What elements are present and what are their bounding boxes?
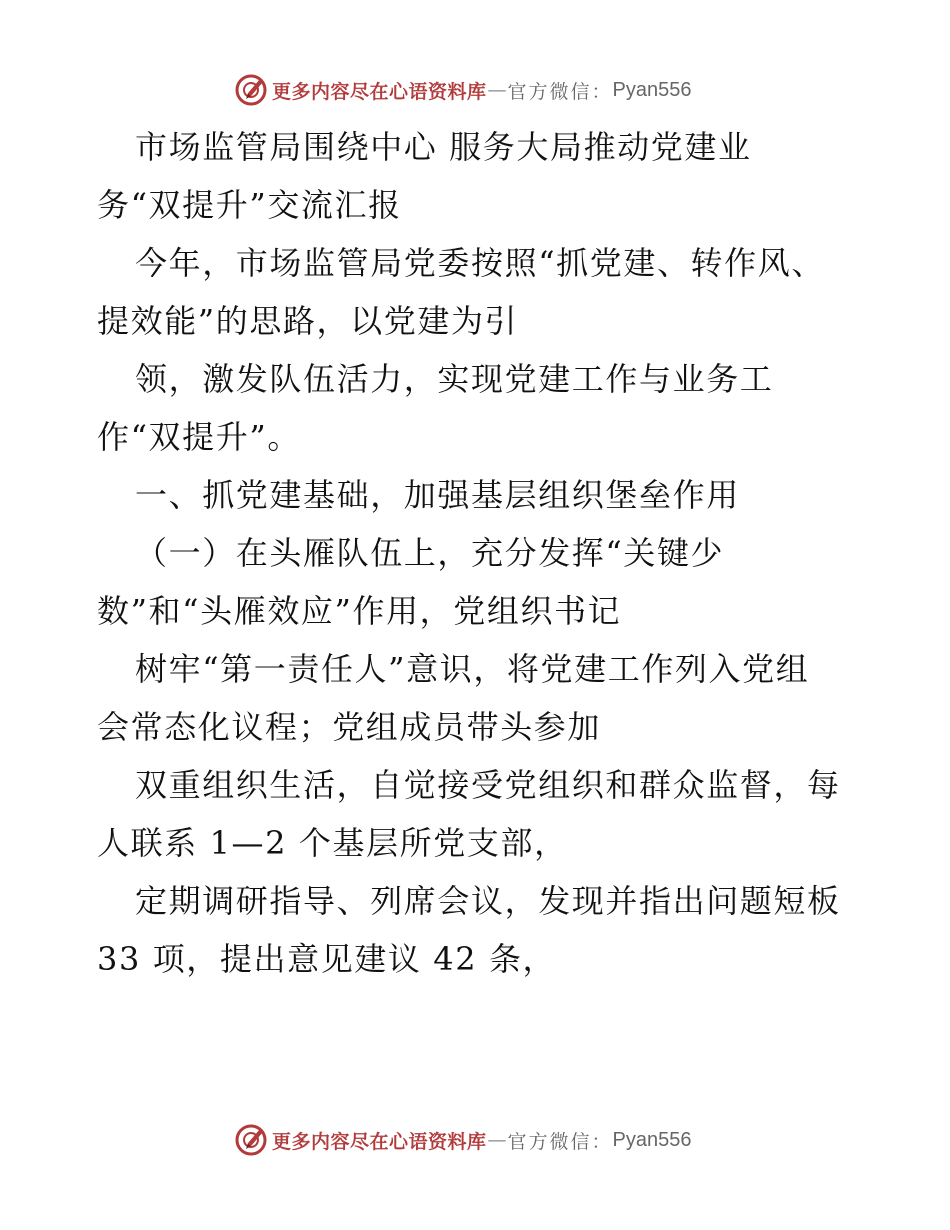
banner-wechat-id: Pyan556	[612, 1128, 692, 1151]
header-banner	[234, 70, 692, 110]
section-heading: 一、抓党建基础，加强基层组织堡垒作用	[135, 476, 740, 514]
paragraph-line: 树牢“第一责任人”意识，将党建工作列入党组	[135, 650, 810, 688]
paragraph-line: 今年，市场监管局党委按照“抓党建、转作风、	[135, 244, 825, 282]
paragraph-line: 定期调研指导、列席会议，发现并指出问题短板	[135, 882, 841, 920]
banner-official-label: 官方微信：	[507, 1130, 613, 1153]
paragraph-line: 领，激发队伍活力，实现党建工作与业务工	[135, 360, 774, 398]
paragraph-line: 作“双提升”。	[97, 418, 301, 456]
pen-nib-circle-icon	[234, 1123, 268, 1157]
document-title-line-1: 市场监管局围绕中心 服务大局推动党建业	[135, 128, 752, 166]
paragraph-line: 会常态化议程；党组成员带头参加	[97, 708, 602, 746]
paragraph-line: 提效能”的思路，以党建为引	[97, 302, 519, 340]
banner-dash: —	[487, 1129, 507, 1151]
paragraph-line: 人联系 1—2 个基层所党支部，	[97, 824, 568, 862]
pen-nib-circle-icon	[234, 73, 268, 107]
banner-official-label: 官方微信：	[507, 80, 613, 103]
subsection-heading: （一）在头雁队伍上，充分发挥“关键少	[135, 534, 725, 572]
banner-main-text: 更多内容尽在心语资料库	[272, 80, 487, 103]
banner-wechat-id: Pyan556	[612, 78, 692, 101]
footer-banner	[234, 1120, 692, 1160]
paragraph-line: 双重组织生活，自觉接受党组织和群众监督，每	[135, 766, 841, 804]
paragraph-line: 33 项，提出意见建议 42 条，	[97, 940, 557, 978]
document-title-line-2: 务“双提升”交流汇报	[97, 186, 402, 224]
banner-main-text: 更多内容尽在心语资料库	[272, 1130, 487, 1153]
banner-dash: —	[487, 79, 507, 101]
paragraph-line: 数”和“头雁效应”作用，党组织书记	[97, 592, 622, 630]
